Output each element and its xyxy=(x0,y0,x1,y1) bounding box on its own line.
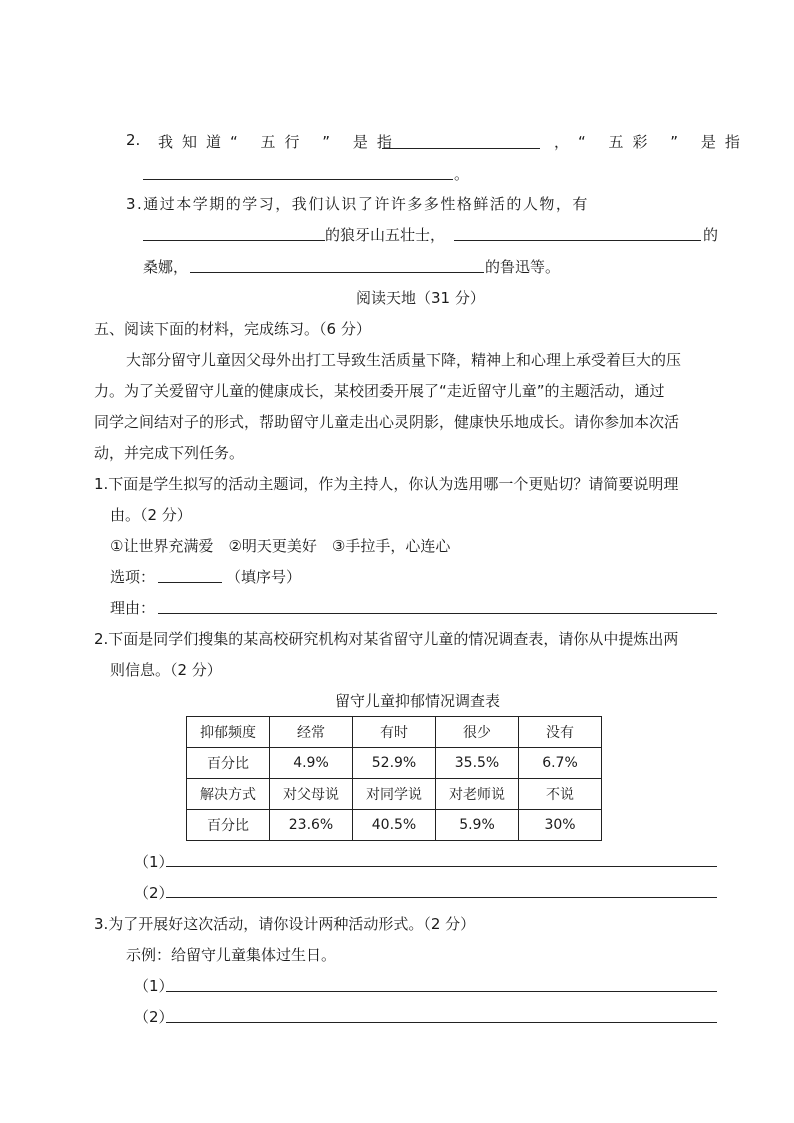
q2-line-2: 则信息。（2 分） xyxy=(110,661,222,679)
q3-line3-a: 桑娜， xyxy=(143,258,189,276)
q2-wucai-blank[interactable] xyxy=(143,179,453,180)
reading-heading: 阅读天地（31 分） xyxy=(356,289,485,307)
q2-number: 2. xyxy=(126,131,141,149)
table-cell: 40.5% xyxy=(353,810,436,841)
table-cell: 对父母说 xyxy=(270,779,353,810)
q2-line-1: 2.下面是同学们搜集的某高校研究机构对某省留守儿童的情况调查表，请你从中提炼出两 xyxy=(94,630,679,648)
passage-line-4: 动，并完成下列任务。 xyxy=(94,444,245,462)
table-cell: 很少 xyxy=(436,717,519,748)
q2-answer-label-2: （2） xyxy=(134,884,174,902)
passage-line-3: 同学之间结对子的形式，帮助留守儿童走出心灵阴影，健康快乐地成长。请你参加本次活 xyxy=(94,413,680,431)
q1-reason-blank[interactable] xyxy=(158,613,717,614)
table-cell: 23.6% xyxy=(270,810,353,841)
table-cell: 不说 xyxy=(519,779,602,810)
survey-table-title: 留守儿童抑郁情况调查表 xyxy=(335,692,501,710)
q2-answer-blank-1[interactable] xyxy=(166,866,717,867)
q1-reason-label: 理由： xyxy=(110,599,156,617)
passage-line-2: 力。为了关爱留守儿童的健康成长，某校团委开展了“走近留守儿童”的主题活动，通过 xyxy=(94,382,665,400)
table-cell: 4.9% xyxy=(270,748,353,779)
q1-choice-suffix: （填序号） xyxy=(226,568,302,586)
table-row xyxy=(187,810,602,841)
table-cell: 有时 xyxy=(353,717,436,748)
q2-end-mark: 。 xyxy=(454,165,470,183)
q2-answer-label-1: （1） xyxy=(134,853,174,871)
section-five-title: 五、阅读下面的材料，完成练习。（6 分） xyxy=(94,320,371,338)
table-cell: 抑郁频度 xyxy=(187,717,270,748)
table-cell: 35.5% xyxy=(436,748,519,779)
q3-answer-blank-1[interactable] xyxy=(166,991,717,992)
q2-text-wucai: ，“ 五彩 ” 是指 xyxy=(554,133,749,151)
q1-line-2: 由。（2 分） xyxy=(110,506,192,524)
q2-wuxing-blank[interactable] xyxy=(382,148,540,149)
q3-answer-blank-2[interactable] xyxy=(166,1022,717,1023)
table-cell: 52.9% xyxy=(353,748,436,779)
survey-table xyxy=(186,716,602,841)
table-cell: 对老师说 xyxy=(436,779,519,810)
table-cell: 没有 xyxy=(519,717,602,748)
table-cell: 经常 xyxy=(270,717,353,748)
table-cell: 百分比 xyxy=(187,810,270,841)
table-row xyxy=(187,779,602,810)
table-cell: 5.9% xyxy=(436,810,519,841)
q3-activity-line-1: 3.为了开展好这次活动，请你设计两种活动形式。（2 分） xyxy=(94,915,476,933)
q1-options: ①让世界充满爱 ②明天更美好 ③手拉手，心连心 xyxy=(110,537,451,555)
q3-mid-text-2: 的 xyxy=(703,226,719,244)
q2-answer-blank-2[interactable] xyxy=(166,897,717,898)
q3-mid-text-1: 的狼牙山五壮士， xyxy=(325,226,446,244)
q1-choice-label: 选项： xyxy=(110,568,156,586)
q3-example: 示例：给留守儿童集体过生日。 xyxy=(126,946,337,964)
q1-line-1: 1.下面是学生拟写的活动主题词，作为主持人，你认为选用哪一个更贴切？请简要说明理 xyxy=(94,475,679,493)
table-row xyxy=(187,748,602,779)
table-cell: 30% xyxy=(519,810,602,841)
q2-text-wuxing: 我知道“ 五行 ” 是指 xyxy=(158,133,401,151)
q3-intro: 3.通过本学期的学习，我们认识了许许多多性格鲜活的人物，有 xyxy=(126,195,589,213)
table-cell: 百分比 xyxy=(187,748,270,779)
q3-blank-2[interactable] xyxy=(454,240,701,241)
q3-line3-b: 的鲁迅等。 xyxy=(485,258,561,276)
q3-answer-label-2: （2） xyxy=(134,1008,174,1026)
q3-answer-label-1: （1） xyxy=(134,977,174,995)
table-cell: 对同学说 xyxy=(353,779,436,810)
table-row xyxy=(187,717,602,748)
table-cell: 6.7% xyxy=(519,748,602,779)
q3-blank-3[interactable] xyxy=(190,272,484,273)
q3-blank-1[interactable] xyxy=(143,240,325,241)
q1-choice-blank[interactable] xyxy=(158,582,222,583)
passage-line-1: 大部分留守儿童因父母外出打工导致生活质量下降，精神上和心理上承受着巨大的压 xyxy=(126,351,682,369)
table-cell: 解决方式 xyxy=(187,779,270,810)
